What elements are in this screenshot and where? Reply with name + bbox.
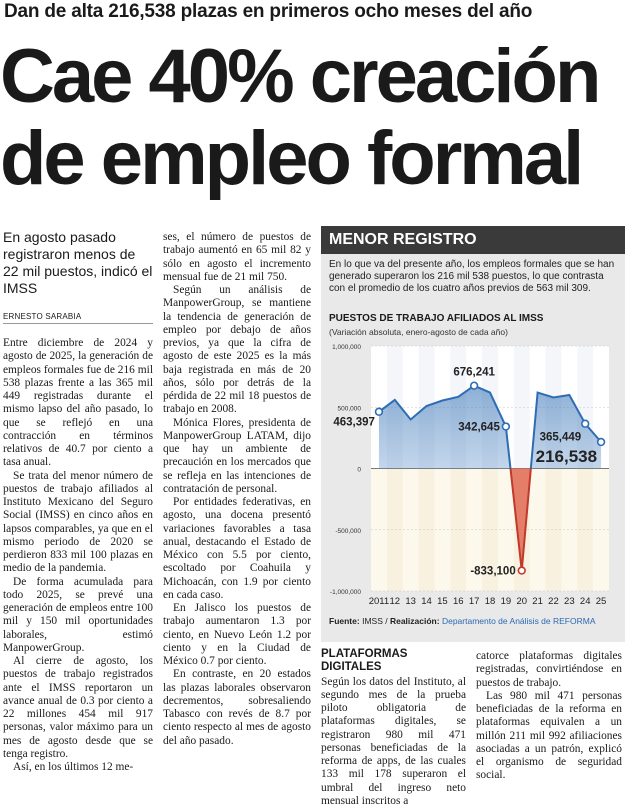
chart-header-title: MENOR REGISTRO <box>329 230 477 250</box>
line-chart <box>321 226 625 642</box>
y-tick-label: 500,000 <box>338 405 362 412</box>
data-point-marker <box>376 408 383 415</box>
data-point-marker <box>598 439 605 446</box>
x-tick-label: 2011 <box>369 596 389 607</box>
y-tick-label: -1,000,000 <box>330 589 361 596</box>
col2-paragraph: Por entidades federativas, en agosto, una docena presentó variaciones favorables a tasa anual, destacando el Estado de México con 5.5 por ciento, escoltado por Coahuila y Michoacán, con 1.9 por ciento en cada caso. <box>163 496 311 602</box>
x-tick-label: 18 <box>485 596 496 607</box>
chart-note: (Variación absoluta, enero-agosto de cada año) <box>329 327 508 337</box>
x-tick-label: 13 <box>405 596 416 607</box>
col2-paragraph: En Jalisco los puestos de trabajo aumentaron 1.3 por ciento, en Nuevo León 1.2 por ciento y en la Ciudad de México 0.7 por ciento. <box>163 602 311 668</box>
x-tick-label: 21 <box>532 596 543 607</box>
x-tick-label: 14 <box>421 596 432 607</box>
data-point-marker <box>518 567 525 574</box>
kicker: Dan de alta 216,538 plazas en primeros ocho meses del año <box>4 0 621 24</box>
article-column-1 <box>3 337 153 774</box>
headline-line-1: Cae 40% creación <box>0 36 625 118</box>
article-column-4 <box>476 650 622 783</box>
summary-deck: En agosto pasado registraron menos de 22 mil puestos, indicó el IMSS <box>3 229 153 297</box>
col2-paragraph: ses, el número de puestos de trabajo aumentó en 65 mil 82 y sólo en agosto el incremento mensual fue de 21 mil 750. <box>163 231 311 284</box>
chart-subtitle: PUESTOS DE TRABAJO AFILIADOS AL IMSS <box>329 313 543 324</box>
col1-paragraph: De forma acumulada para todo 2025, se prevé una generación de empleos entre 100 mil y 150 mil oportunidades laborales, estimó ManpowerGroup. <box>3 576 153 656</box>
col2-paragraph: Según un análisis de ManpowerGroup, se mantiene la tendencia de generación de empleo por debajo de años previos, ya que la cifra de agosto de este 2025 es la más baja registrada en más de 20 años, sólo por detrás de la pérdida de 22 mil 18 puestos de trabajo en 2008. <box>163 284 311 417</box>
section-subhead: PLATAFORMAS DIGITALES <box>321 648 466 675</box>
col2-paragraph: Mónica Flores, presidenta de ManpowerGroup LATAM, dijo que hay un ambiente de precaución en los mercados que se refleja en las intenciones de contratación de personal. <box>163 417 311 497</box>
x-tick-label: 19 <box>501 596 512 607</box>
col1-paragraph: Al cierre de agosto, los puestos de trabajo registrados ante el IMSS reportaron un avance anual de 0.3 por ciento a 22 millones 454 mil 917 personas, valor máximo para un mes de agosto desde que se tenga registro. <box>3 655 153 761</box>
y-tick-label: -500,000 <box>335 528 361 535</box>
col2-paragraph: En contraste, en 20 estados las plazas laborales observaron decrementos, sobresaliendo Tabasco con revés de 8.7 por ciento respecto al mes de agosto del año pasado. <box>163 668 311 748</box>
chart-source <box>329 616 596 626</box>
data-label: 676,241 <box>453 367 495 379</box>
headline-line-2: de empleo formal <box>0 118 625 200</box>
col1-paragraph: Entre diciembre de 2024 y agosto de 2025, la generación de empleos formales fue de 216 mil 538 plazas frente a las 365 mil 449 registradas durante el mismo lapso del año pasado, lo que se reflejó en una contracción en términos relativos de 40.7 por ciento a tasa anual. <box>3 337 153 470</box>
col3-paragraph: Según los datos del Instituto, al segundo mes de la prueba piloto obligatoria de plataformas digitales, se registraron 980 mil 471 personas beneficiadas de la reforma de apps, de las cuales 133 mil 178 superaron el umbral del ingreso neto mensual inscritos a <box>321 676 466 808</box>
x-tick-label: 16 <box>453 596 464 607</box>
data-point-marker <box>471 382 478 389</box>
data-label: 342,645 <box>458 422 500 434</box>
col1-paragraph: Así, en los últimos 12 me- <box>3 761 153 774</box>
article-column-2 <box>163 231 311 748</box>
chart-intro: En lo que va del presente año, los empleos formales que se han generado superaron los 216 mil 538 puestos, lo que contrasta con el promedio de los cuatro años previos de 563 mil 309. <box>329 259 621 295</box>
x-tick-label: 12 <box>390 596 401 607</box>
x-tick-label: 23 <box>564 596 575 607</box>
col1-paragraph: Se trata del menor número de puestos de trabajo afiliados al Instituto Mexicano del Seguro Social (IMSS) en cinco años en lapsos comparables, ya que en el mismo periodo de 2020 se perdieron 833 mil 100 plazas en medio de la pandemia. <box>3 470 153 576</box>
source-value: IMSS / <box>362 616 388 626</box>
x-tick-label: 20 <box>516 596 527 607</box>
y-tick-label: 0 <box>357 467 361 474</box>
byline: ERNESTO SARABIA <box>3 312 153 324</box>
col4-paragraph: catorce plataformas digitales registradas, convirtiéndose en puestos de trabajo. <box>476 650 622 690</box>
chart-panel <box>321 226 625 642</box>
x-tick-label: 15 <box>437 596 448 607</box>
article-column-3 <box>321 648 466 808</box>
data-label: 216,538 <box>536 447 597 466</box>
data-label: 365,449 <box>540 432 582 444</box>
headline <box>0 36 625 200</box>
data-point-marker <box>582 420 589 427</box>
realization-label: Realización: <box>390 616 440 626</box>
data-point-marker <box>502 423 509 430</box>
x-tick-label: 25 <box>596 596 607 607</box>
x-tick-label: 24 <box>580 596 591 607</box>
source-label: Fuente: <box>329 616 360 626</box>
y-tick-label: 1,000,000 <box>332 344 361 351</box>
data-label: 463,397 <box>333 417 375 429</box>
realization-value: Departamento de Análisis de REFORMA <box>442 616 596 626</box>
x-tick-label: 22 <box>548 596 559 607</box>
col4-paragraph: Las 980 mil 471 personas beneficiadas de la reforma en plataformas equivalen a un millón 211 mil 992 afiliaciones asociadas a un patrón, explicó el organismo de seguridad social. <box>476 690 622 783</box>
x-tick-label: 17 <box>469 596 480 607</box>
data-label: -833,100 <box>470 566 515 578</box>
